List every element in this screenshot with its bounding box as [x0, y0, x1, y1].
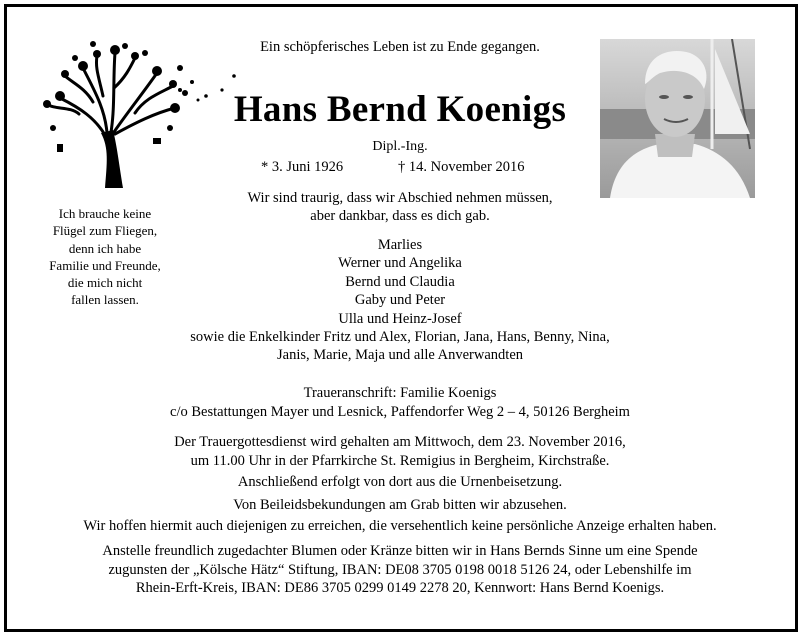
quote-line: Ich brauche keine: [58, 206, 152, 221]
deceased-name: Hans Bernd Koenigs: [233, 89, 567, 130]
lead-text: [215, 189, 585, 225]
condolence-text: Von Beileidsbekundungen am Grab bitten wir abzusehen.: [233, 497, 567, 513]
death-date: † 14. November 2016: [398, 159, 525, 175]
address-line: c/o Bestattungen Mayer und Lesnick, Paffendorfer Weg 2 – 4, 50126 Bergheim: [170, 403, 630, 420]
burial-text: Anschließend erfolgt von dort aus die Urnenbeisetzung.: [237, 474, 563, 490]
quote-line: die mich nicht: [67, 275, 143, 291]
funeral-service: [60, 433, 740, 470]
family-member: Werner und Angelika: [338, 255, 462, 272]
quote-line: denn ich habe: [68, 240, 142, 256]
family-list: [150, 236, 650, 365]
family-member: sowie die Enkelkinder Fritz und Alex, Florian, Jana, Hans, Benny, Nina,: [190, 329, 610, 346]
family-member: Gaby und Peter: [354, 292, 446, 309]
donation-line: Rhein-Erft-Kreis, IBAN: DE86 3705 0299 0149 2278 20, Kennwort: Hans Bernd Koenigs.: [135, 580, 665, 596]
donation-line: zugunsten der „Kölsche Hätz“ Stiftung, IBAN: DE08 3705 0198 0018 5126 24, oder Lebenshilfe im: [108, 561, 692, 578]
mourning-address: [100, 384, 700, 421]
lead-line: Wir sind traurig, dass wir Abschied nehmen müssen,: [247, 190, 553, 206]
lead-line: aber dankbar, dass es dich gab.: [310, 208, 490, 224]
quote-line: Flügel zum Fliegen,: [52, 223, 158, 239]
donation-request: [40, 542, 760, 598]
address-line: Traueranschrift: Familie Koenigs: [303, 385, 497, 401]
donation-line: Anstelle freundlich zugedachter Blumen oder Kränze bitten wir in Hans Bernds Sinne um eine Spende: [102, 543, 698, 559]
quote-line: Familie und Freunde,: [49, 257, 161, 273]
service-line: um 11.00 Uhr in der Pfarrkirche St. Remigius in Bergheim, Kirchstraße.: [190, 452, 610, 469]
notice-text: Wir hoffen hiermit auch diejenigen zu erreichen, die versehentlich keine persönliche Anzeige erhalten haben.: [83, 518, 717, 534]
portrait-photo: [600, 39, 755, 198]
motto: Ein schöpferisches Leben ist zu Ende gegangen.: [260, 39, 540, 55]
birth-date: * 3. Juni 1926: [261, 159, 344, 175]
tree-illustration: [35, 38, 195, 190]
service-line: Der Trauergottesdienst wird gehalten am Mittwoch, dem 23. November 2016,: [174, 434, 626, 450]
family-member: Janis, Marie, Maja und alle Anverwandten: [276, 347, 524, 364]
family-member: Bernd und Claudia: [345, 273, 455, 290]
family-member: Marlies: [377, 237, 423, 253]
academic-title: Dipl.-Ing.: [372, 139, 428, 154]
quote-line: fallen lassen.: [71, 292, 139, 308]
family-member: Ulla und Heinz-Josef: [338, 310, 462, 327]
